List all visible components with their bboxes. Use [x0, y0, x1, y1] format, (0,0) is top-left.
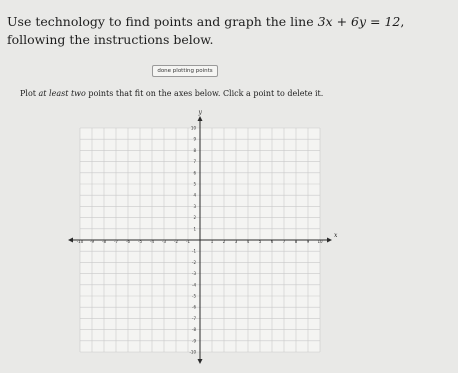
x-axis-arrow-right: [327, 238, 332, 243]
x-axis-arrow-left: [68, 238, 73, 243]
y-tick-label: 3: [193, 203, 196, 209]
y-tick-label: -3: [192, 271, 196, 277]
x-tick-label: -5: [138, 239, 142, 244]
x-tick-label: -4: [150, 239, 154, 244]
y-tick-label: 2: [193, 215, 196, 221]
question-suffix: , following the instructions below.: [7, 14, 405, 47]
plot-area[interactable]: [80, 125, 320, 352]
x-tick-label: 5: [258, 239, 262, 244]
x-tick-label: 2: [222, 239, 226, 244]
y-tick-label: -6: [192, 304, 196, 310]
x-tick-label: 9: [306, 239, 310, 244]
y-tick-label: -1: [192, 248, 196, 254]
y-axis-arrow-up: [198, 116, 203, 121]
instructions-suffix: points that fit on the axes below. Click a point to delete it.: [85, 89, 324, 98]
y-tick-label: -8: [192, 327, 196, 333]
instructions-emphasis: at least two: [38, 89, 86, 98]
y-tick-label: -5: [192, 293, 196, 299]
x-tick-label: -2: [174, 239, 178, 244]
y-axis-label: y: [198, 109, 202, 116]
x-tick-label: 6: [270, 239, 274, 244]
x-axis-label: x: [334, 232, 338, 239]
y-tick-label: 10: [190, 125, 196, 131]
y-tick-label: 8: [193, 147, 196, 153]
y-tick-label: 1: [193, 226, 196, 232]
x-tick-label: 7: [282, 239, 286, 244]
x-tick-label: -1: [186, 239, 190, 244]
done-plotting-button[interactable]: done plotting points: [152, 65, 218, 77]
x-tick-label: 4: [246, 239, 250, 244]
x-tick-label: 10: [317, 239, 323, 244]
x-tick-label: 8: [294, 239, 298, 244]
instructions-text: [20, 89, 323, 98]
y-tick-label: -7: [192, 315, 196, 321]
x-tick-label: -6: [126, 239, 130, 244]
y-tick-label: -2: [192, 259, 196, 265]
x-tick-label: -7: [114, 239, 118, 244]
question-prefix: Use technology to find points and graph the line: [7, 14, 318, 29]
x-tick-label: 3: [234, 239, 238, 244]
x-tick-label: 1: [210, 239, 214, 244]
y-tick-label: -9: [192, 338, 196, 344]
y-axis-arrow-down: [198, 359, 203, 364]
y-tick-label: 6: [193, 170, 196, 176]
y-tick-label: 9: [193, 136, 196, 142]
y-tick-label: 7: [193, 159, 196, 165]
y-tick-label: 4: [193, 192, 196, 198]
y-tick-label: -4: [192, 282, 196, 288]
equation: 3x + 6y = 12: [317, 14, 401, 29]
x-tick-label: -9: [90, 239, 94, 244]
question-text: [7, 13, 455, 49]
x-tick-label: -8: [102, 239, 106, 244]
x-tick-label: -10: [76, 239, 84, 244]
y-tick-label: 5: [193, 181, 196, 187]
x-tick-label: -3: [162, 239, 166, 244]
instructions-prefix: Plot: [20, 89, 39, 98]
y-tick-label: -10: [189, 349, 196, 355]
